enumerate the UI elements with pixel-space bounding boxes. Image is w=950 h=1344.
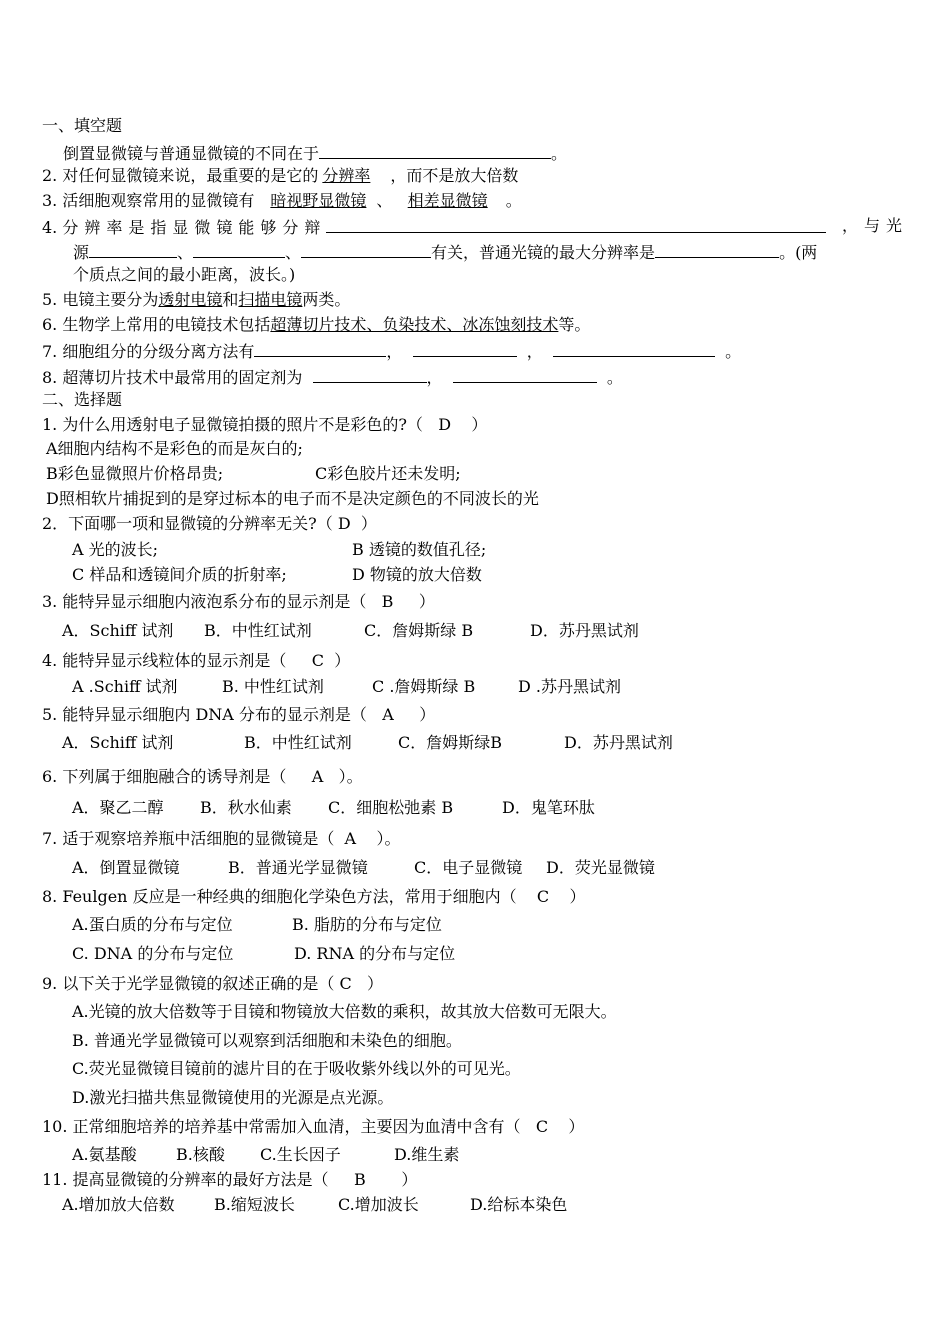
- choice-q1-option-b: B彩色显微照片价格昂贵;: [46, 464, 224, 483]
- bracket: ）: [334, 651, 351, 670]
- fill-q3: [42, 190, 522, 212]
- fill-q7-end: 。: [725, 342, 742, 361]
- answer-blank: [193, 240, 285, 258]
- fill-q4-source: 源: [73, 243, 90, 262]
- fill-q1-text: 倒置显微镜与普通显微镜的不同在于: [63, 144, 320, 163]
- fill-q3-sep: 、: [376, 191, 393, 210]
- fill-q2-num: 2.: [42, 166, 58, 185]
- bracket: ）: [419, 705, 436, 724]
- question-text: 10. 正常细胞培养的培养基中常需加入血清，主要因为血清中含有（: [42, 1117, 521, 1136]
- fill-q8-end: 。: [606, 368, 623, 387]
- fill-q6-post: 等。: [558, 315, 591, 334]
- fill-q2: [42, 165, 518, 187]
- fill-q3-answer-1: 暗视野显微镜: [270, 191, 367, 210]
- answer-blank: [326, 215, 826, 233]
- choice-q9-stem: [42, 973, 383, 995]
- bracket: ）。: [376, 829, 401, 848]
- bracket: ）。: [338, 767, 363, 786]
- choice-q11-stem: [42, 1169, 417, 1191]
- choice-q6-option-c: C．细胞松弛素 B: [328, 798, 454, 817]
- answer-mark: C: [339, 974, 352, 993]
- fill-q2-answer: 分辨率: [322, 166, 371, 185]
- choice-q2-option-c: C 样品和透镜间介质的折射率;: [72, 565, 287, 584]
- choice-q7-stem: [42, 828, 400, 850]
- fill-q4-comma-2: 、: [285, 243, 302, 262]
- choice-q6-option-a: A．聚乙二醇: [72, 798, 164, 817]
- fill-q7-num: 7.: [42, 342, 58, 361]
- answer-blank: [413, 339, 517, 357]
- fill-q4-mid: 有关，普通光镜的最大分辨率是: [431, 243, 656, 262]
- fill-q5: [42, 289, 350, 311]
- choice-q1-option-a: A细胞内结构不是彩色的而是灰白的;: [46, 439, 303, 458]
- bracket: ）: [418, 592, 435, 611]
- choice-q1-option-c: C彩色胶片还未发明;: [315, 464, 461, 483]
- fill-q7-pre: 细胞组分的分级分离方法有: [62, 342, 255, 361]
- choice-q11-option-d: D.给标本染色: [470, 1195, 568, 1214]
- fill-q1-end: 。: [551, 144, 568, 163]
- question-text: 2．下面哪一项和显微镜的分辨率无关?（: [42, 514, 333, 533]
- choice-q9-option-d: D.激光扫描共焦显微镜使用的光源是点光源。: [72, 1088, 394, 1107]
- choice-q7-option-c: C．电子显微镜: [414, 858, 523, 877]
- choice-q4-option-b: B. 中性红试剂: [222, 677, 324, 696]
- choice-q8-option-b: B. 脂肪的分布与定位: [292, 915, 442, 934]
- bracket: ）: [471, 415, 488, 434]
- fill-q3-answer-2: 相差显微镜: [407, 191, 488, 210]
- choice-q3-option-c: C．詹姆斯绿 B: [364, 621, 474, 640]
- answer-blank: [655, 240, 779, 258]
- choice-q2-option-a: A 光的波长;: [72, 540, 159, 559]
- fill-q6-num: 6.: [42, 315, 58, 334]
- answer-blank: [254, 339, 386, 357]
- choice-q5-stem: [42, 704, 435, 726]
- answer-mark: B: [353, 1170, 366, 1189]
- choice-q2-option-b: B 透镜的数值孔径;: [352, 540, 487, 559]
- fill-q6-answer: 超薄切片技术、负染技术、冰冻蚀刻技术: [270, 315, 559, 334]
- question-text: 8. Feulgen 反应是一种经典的细胞化学染色方法，常用于细胞内（: [42, 887, 517, 906]
- fill-q2-pre: 对任何显微镜来说，最重要的是它的: [62, 166, 319, 185]
- fill-q1: [63, 141, 567, 163]
- fill-q5-answer-2: 扫描电镜: [238, 290, 303, 309]
- answer-blank: [301, 240, 431, 258]
- fill-q6: [42, 314, 590, 336]
- fill-q5-pre: 电镜主要分为: [62, 290, 159, 309]
- choice-q2-option-d: D 物镜的放大倍数: [352, 565, 482, 584]
- choice-q4-stem: [42, 650, 350, 672]
- choice-q6-option-b: B．秋水仙素: [200, 798, 292, 817]
- fill-q3-end: 。: [505, 191, 522, 210]
- question-text: 11. 提高显微镜的分辨率的最好方法是（: [42, 1170, 329, 1189]
- choice-q7-option-d: D．荧光显微镜: [546, 858, 655, 877]
- choice-q11-option-a: A.增加放大倍数: [62, 1195, 175, 1214]
- section-title-fill-blank: 一、填空题: [42, 116, 123, 135]
- choice-q3-option-d: D．苏丹黑试剂: [530, 621, 639, 640]
- choice-q4-option-c: C .詹姆斯绿 B: [372, 677, 476, 696]
- fill-q4-line1: [42, 215, 908, 237]
- question-text: 9. 以下关于光学显微镜的叙述正确的是（: [42, 974, 335, 993]
- fill-q4-num: 4.: [42, 218, 58, 237]
- fill-q8: [42, 365, 623, 387]
- fill-q7: [42, 339, 741, 361]
- choice-q5-option-d: D．苏丹黑试剂: [564, 733, 673, 752]
- fill-q8-comma: ，: [426, 368, 443, 387]
- bracket: ）: [401, 1170, 418, 1189]
- bracket: ）: [569, 887, 586, 906]
- question-text: 6. 下列属于细胞融合的诱导剂是（: [42, 767, 287, 786]
- choice-q11-option-b: B.缩短波长: [214, 1195, 295, 1214]
- fill-q5-num: 5.: [42, 290, 58, 309]
- choice-q9-option-b: B. 普通光学显微镜可以观察到活细胞和未染色的细胞。: [72, 1031, 462, 1050]
- fill-q4-text: 分辨率是指显微镜能够分辩: [62, 218, 327, 237]
- choice-q5-option-b: B．中性红试剂: [244, 733, 352, 752]
- answer-mark: A: [311, 767, 324, 786]
- fill-q5-mid: 和: [222, 290, 239, 309]
- choice-q3-option-a: A．Schiff 试剂: [62, 621, 174, 640]
- answer-blank: [453, 365, 597, 383]
- answer-mark: C: [536, 887, 550, 906]
- fill-q4-comma-1: 、: [177, 243, 194, 262]
- choice-q8-option-a: A.蛋白质的分布与定位: [72, 915, 233, 934]
- answer-mark: A: [344, 829, 357, 848]
- choice-q6-stem: [42, 766, 363, 788]
- choice-q1-option-d: D照相软片捕捉到的是穿过标本的电子而不是决定颜色的不同波长的光: [46, 489, 539, 508]
- section-title-choice: 二、选择题: [42, 390, 123, 409]
- choice-q10-option-c: C.生长因子: [260, 1145, 341, 1164]
- fill-q4-text-b: ，与光: [841, 216, 908, 235]
- question-text: 7. 适于观察培养瓶中活细胞的显微镜是（: [42, 829, 335, 848]
- choice-q10-option-b: B.核酸: [176, 1145, 225, 1164]
- question-text: 5. 能特异显示细胞内 DNA 分布的显示剂是（: [42, 705, 367, 724]
- fill-q3-pre: 活细胞观察常用的显微镜有: [62, 191, 255, 210]
- fill-q4-line3: 个质点之间的最小距离，波长。): [73, 265, 296, 284]
- choice-q10-option-a: A.氨基酸: [72, 1145, 137, 1164]
- choice-q3-stem: [42, 591, 435, 613]
- answer-mark: A: [382, 705, 394, 724]
- fill-q7-comma-2: ，: [526, 342, 543, 361]
- answer-mark: C: [311, 651, 325, 670]
- bracket: ）: [360, 514, 377, 533]
- fill-q4-line2: [73, 240, 817, 262]
- choice-q5-option-a: A．Schiff 试剂: [62, 733, 174, 752]
- choice-q5-option-c: C．詹姆斯绿B: [398, 733, 503, 752]
- answer-mark: B: [381, 592, 394, 611]
- answer-mark: D: [337, 514, 351, 533]
- choice-q7-option-a: A．倒置显微镜: [72, 858, 180, 877]
- fill-q5-answer-1: 透射电镜: [158, 290, 223, 309]
- choice-q8-option-c: C. DNA 的分布与定位: [72, 944, 234, 963]
- choice-q6-option-d: D．鬼笔环肽: [502, 798, 595, 817]
- choice-q2-stem: [42, 513, 377, 535]
- fill-q4-end: 。(两: [779, 243, 818, 262]
- answer-blank: [319, 141, 551, 159]
- bracket: ）: [568, 1117, 585, 1136]
- question-text: 4. 能特异显示线粒体的显示剂是（: [42, 651, 287, 670]
- choice-q8-stem: [42, 886, 586, 908]
- fill-q7-comma-1: ，: [386, 342, 403, 361]
- fill-q8-num: 8.: [42, 368, 58, 387]
- choice-q1-stem: [42, 414, 487, 436]
- choice-q9-option-a: A.光镜的放大倍数等于目镜和物镜放大倍数的乘积，故其放大倍数可无限大。: [72, 1002, 617, 1021]
- fill-q8-pre: 超薄切片技术中最常用的固定剂为: [62, 368, 303, 387]
- answer-blank: [553, 339, 715, 357]
- answer-mark: C: [535, 1117, 549, 1136]
- question-text: 1. 为什么用透射电子显微镜拍摄的照片不是彩色的?（: [42, 415, 423, 434]
- choice-q3-option-b: B．中性红试剂: [204, 621, 312, 640]
- question-text: 3. 能特异显示细胞内液泡系分布的显示剂是（: [42, 592, 367, 611]
- answer-blank: [89, 240, 177, 258]
- choice-q8-option-d: D. RNA 的分布与定位: [294, 944, 456, 963]
- answer-blank: [313, 365, 427, 383]
- choice-q7-option-b: B．普通光学显微镜: [228, 858, 368, 877]
- choice-q11-option-c: C.增加波长: [338, 1195, 419, 1214]
- fill-q2-post: ，而不是放大倍数: [390, 166, 519, 185]
- bracket: ）: [366, 974, 383, 993]
- choice-q4-option-d: D .苏丹黑试剂: [518, 677, 622, 696]
- choice-q9-option-c: C.荧光显微镜目镜前的滤片目的在于吸收紫外线以外的可见光。: [72, 1059, 521, 1078]
- answer-mark: D: [438, 415, 452, 434]
- choice-q4-option-a: A .Schiff 试剂: [72, 677, 178, 696]
- fill-q6-pre: 生物学上常用的电镜技术包括: [62, 315, 271, 334]
- fill-q5-post: 两类。: [302, 290, 351, 309]
- choice-q10-option-d: D.维生素: [394, 1145, 460, 1164]
- fill-q3-num: 3.: [42, 191, 58, 210]
- choice-q10-stem: [42, 1116, 584, 1138]
